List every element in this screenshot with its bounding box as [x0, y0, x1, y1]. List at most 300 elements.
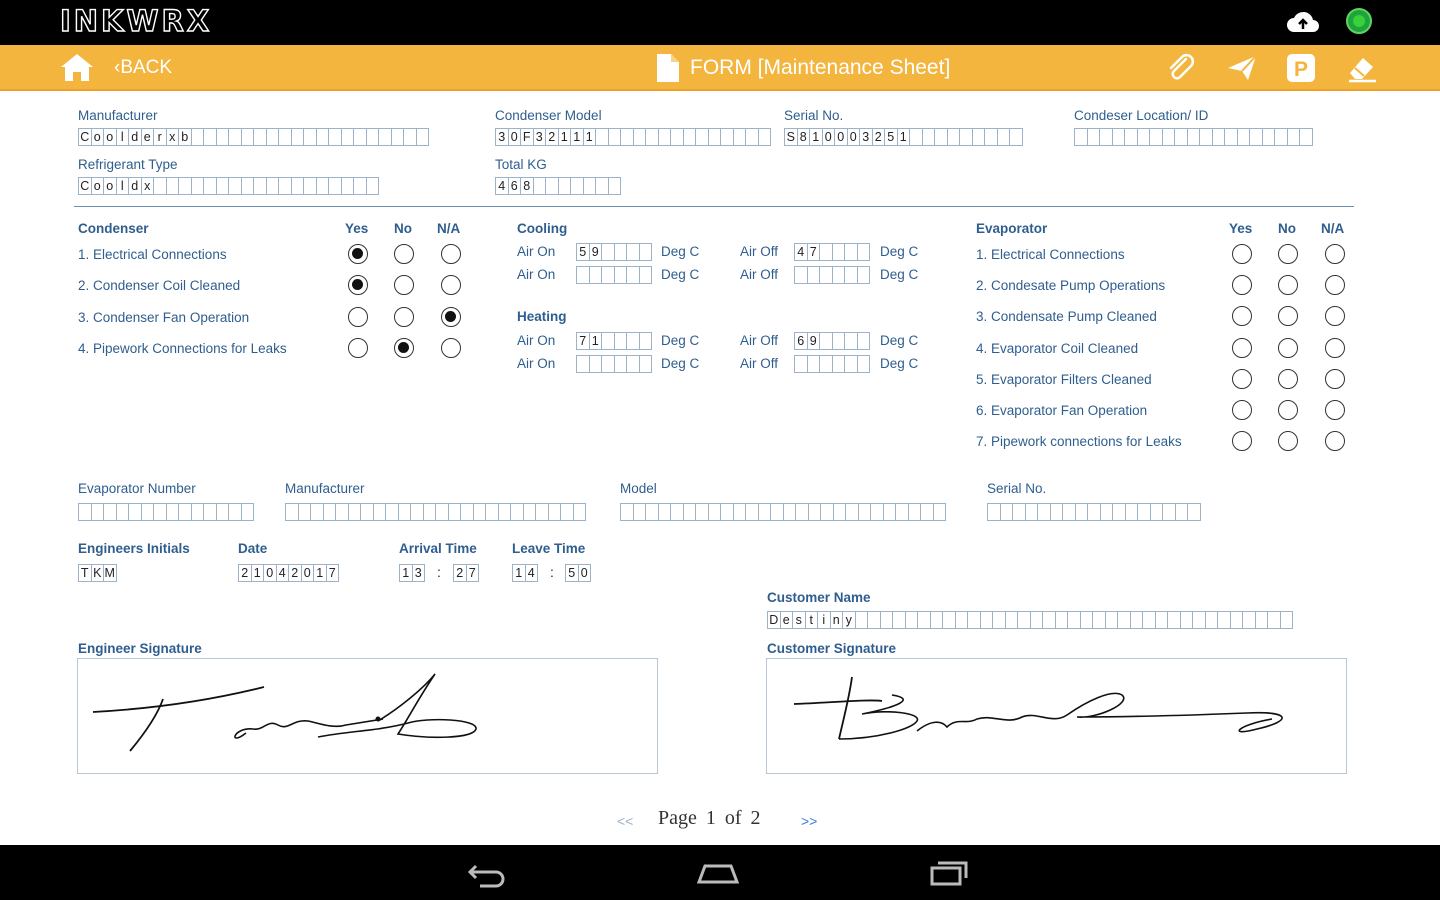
evaporator-model-char-box[interactable] [908, 503, 922, 521]
customer-name-char-box[interactable] [1167, 611, 1181, 629]
condenser-model-char-box[interactable] [620, 128, 634, 146]
customer-name-char-box[interactable]: s [792, 611, 806, 629]
refrigerant-type-char-box[interactable] [216, 177, 230, 195]
condenser-radio-no[interactable] [394, 338, 414, 358]
condenser-radio-na[interactable] [441, 307, 461, 327]
evaporator-number-char-box[interactable] [91, 503, 105, 521]
cooling-air-on-field-char-box[interactable] [601, 243, 615, 261]
cooling-air-on-field-char-box[interactable] [601, 266, 615, 284]
evaporator-model-char-box[interactable] [895, 503, 909, 521]
heating-air-on-field-char-box[interactable] [589, 355, 603, 373]
condenser-model-char-box[interactable]: 1 [583, 128, 597, 146]
cooling-air-off-field[interactable] [794, 266, 869, 284]
evaporator-model-char-box[interactable] [795, 503, 809, 521]
home-icon[interactable] [58, 51, 96, 88]
arrival-minutes-char-box[interactable]: 7 [466, 564, 480, 582]
refrigerant-type-char-box[interactable] [328, 177, 342, 195]
date-char-box[interactable]: 4 [276, 564, 290, 582]
refrigerant-type-char-box[interactable] [316, 177, 330, 195]
condenser-model-field[interactable] [495, 128, 770, 146]
condenser-radio-yes[interactable] [348, 307, 368, 327]
customer-name-char-box[interactable] [1267, 611, 1281, 629]
evaporator-manufacturer-char-box[interactable] [473, 503, 487, 521]
evaporator-model-char-box[interactable] [620, 503, 634, 521]
condenser-model-char-box[interactable] [608, 128, 622, 146]
evaporator-model-char-box[interactable] [645, 503, 659, 521]
engineer-initials-char-box[interactable]: T [78, 564, 92, 582]
condenser-location-char-box[interactable] [1174, 128, 1188, 146]
condenser-model-char-box[interactable]: 1 [558, 128, 572, 146]
heating-air-on-field-char-box[interactable] [639, 355, 653, 373]
manufacturer-char-box[interactable]: r [153, 128, 167, 146]
manufacturer-char-box[interactable] [403, 128, 417, 146]
manufacturer-field[interactable] [78, 128, 428, 146]
evaporator-manufacturer-char-box[interactable] [448, 503, 462, 521]
customer-name-char-box[interactable] [992, 611, 1006, 629]
evaporator-number-char-box[interactable] [78, 503, 92, 521]
evaporator-radio-no[interactable] [1278, 369, 1298, 389]
cooling-air-on-field[interactable] [576, 266, 651, 284]
date-char-box[interactable]: 2 [288, 564, 302, 582]
manufacturer-char-box[interactable] [241, 128, 255, 146]
condenser-location-char-box[interactable] [1074, 128, 1088, 146]
heating-air-off-field-char-box[interactable] [844, 332, 858, 350]
customer-name-char-box[interactable] [1105, 611, 1119, 629]
evaporator-manufacturer-char-box[interactable] [310, 503, 324, 521]
customer-name-char-box[interactable]: y [842, 611, 856, 629]
customer-name-char-box[interactable] [1255, 611, 1269, 629]
evaporator-radio-yes[interactable] [1232, 306, 1252, 326]
condenser-model-char-box[interactable] [708, 128, 722, 146]
serial-no-char-box[interactable]: 2 [872, 128, 886, 146]
refrigerant-type-char-box[interactable] [253, 177, 267, 195]
evaporator-model-char-box[interactable] [683, 503, 697, 521]
leave-hours-field[interactable] [512, 564, 537, 582]
date-field[interactable] [238, 564, 338, 582]
evaporator-serial-char-box[interactable] [1050, 503, 1064, 521]
customer-name-char-box[interactable] [967, 611, 981, 629]
customer-name-char-box[interactable] [980, 611, 994, 629]
customer-name-char-box[interactable] [1180, 611, 1194, 629]
evaporator-serial-char-box[interactable] [1100, 503, 1114, 521]
condenser-model-char-box[interactable] [733, 128, 747, 146]
customer-name-char-box[interactable] [1042, 611, 1056, 629]
manufacturer-char-box[interactable] [203, 128, 217, 146]
evaporator-radio-no[interactable] [1278, 338, 1298, 358]
cooling-air-off-field-char-box[interactable] [832, 243, 846, 261]
refrigerant-type-char-box[interactable] [166, 177, 180, 195]
customer-name-char-box[interactable] [1080, 611, 1094, 629]
evaporator-radio-yes[interactable] [1232, 275, 1252, 295]
next-page-button[interactable]: >> [801, 813, 818, 829]
condenser-model-char-box[interactable]: 1 [570, 128, 584, 146]
heating-air-off-field-char-box[interactable] [819, 332, 833, 350]
evaporator-serial-char-box[interactable] [1175, 503, 1189, 521]
customer-name-char-box[interactable] [1067, 611, 1081, 629]
manufacturer-char-box[interactable] [316, 128, 330, 146]
heating-air-off-field-char-box[interactable] [857, 355, 871, 373]
date-char-box[interactable]: 7 [326, 564, 340, 582]
refrigerant-type-char-box[interactable] [178, 177, 192, 195]
date-char-box[interactable]: 0 [263, 564, 277, 582]
condenser-location-char-box[interactable] [1249, 128, 1263, 146]
total-kg-char-box[interactable] [533, 177, 547, 195]
customer-name-char-box[interactable] [867, 611, 881, 629]
manufacturer-char-box[interactable]: o [91, 128, 105, 146]
cooling-air-on-field-char-box[interactable] [589, 266, 603, 284]
condenser-radio-yes[interactable] [348, 275, 368, 295]
manufacturer-char-box[interactable] [216, 128, 230, 146]
manufacturer-char-box[interactable] [328, 128, 342, 146]
condenser-location-char-box[interactable] [1137, 128, 1151, 146]
heating-air-off-field-char-box[interactable]: 9 [807, 332, 821, 350]
arrival-minutes-char-box[interactable]: 2 [453, 564, 467, 582]
refrigerant-type-char-box[interactable]: o [91, 177, 105, 195]
heating-air-on-field-char-box[interactable] [576, 355, 590, 373]
evaporator-manufacturer-char-box[interactable] [410, 503, 424, 521]
evaporator-serial-char-box[interactable] [1025, 503, 1039, 521]
serial-no-field[interactable] [784, 128, 1022, 146]
heating-air-off-field[interactable] [794, 332, 869, 350]
condenser-model-char-box[interactable] [658, 128, 672, 146]
customer-name-char-box[interactable] [1205, 611, 1219, 629]
refrigerant-type-char-box[interactable] [191, 177, 205, 195]
evaporator-number-char-box[interactable] [178, 503, 192, 521]
refrigerant-type-char-box[interactable] [341, 177, 355, 195]
cooling-air-off-field-char-box[interactable] [844, 266, 858, 284]
evaporator-model-char-box[interactable] [770, 503, 784, 521]
cooling-air-off-field-char-box[interactable] [819, 266, 833, 284]
condenser-location-char-box[interactable] [1287, 128, 1301, 146]
refrigerant-type-char-box[interactable] [153, 177, 167, 195]
refrigerant-type-char-box[interactable] [366, 177, 380, 195]
customer-name-char-box[interactable] [892, 611, 906, 629]
cooling-air-on-field-char-box[interactable] [614, 243, 628, 261]
condenser-model-char-box[interactable] [758, 128, 772, 146]
customer-name-char-box[interactable] [1280, 611, 1294, 629]
condenser-radio-na[interactable] [441, 244, 461, 264]
evaporator-number-char-box[interactable] [103, 503, 117, 521]
condenser-location-char-box[interactable] [1099, 128, 1113, 146]
customer-name-char-box[interactable] [855, 611, 869, 629]
cooling-air-off-field-char-box[interactable]: 4 [794, 243, 808, 261]
evaporator-radio-na[interactable] [1325, 400, 1345, 420]
serial-no-char-box[interactable] [922, 128, 936, 146]
evaporator-radio-no[interactable] [1278, 306, 1298, 326]
manufacturer-char-box[interactable] [378, 128, 392, 146]
evaporator-manufacturer-char-box[interactable] [548, 503, 562, 521]
cooling-air-off-field-char-box[interactable] [857, 243, 871, 261]
evaporator-number-char-box[interactable] [228, 503, 242, 521]
manufacturer-char-box[interactable] [416, 128, 430, 146]
leave-hours-char-box[interactable]: 4 [525, 564, 539, 582]
cooling-air-on-field-char-box[interactable] [639, 266, 653, 284]
heating-air-off-field-char-box[interactable] [844, 355, 858, 373]
evaporator-manufacturer-char-box[interactable] [498, 503, 512, 521]
customer-name-char-box[interactable] [1117, 611, 1131, 629]
heating-air-on-field[interactable] [576, 355, 651, 373]
heating-air-off-field-char-box[interactable] [807, 355, 821, 373]
manufacturer-char-box[interactable] [191, 128, 205, 146]
cooling-air-off-field-char-box[interactable] [807, 266, 821, 284]
leave-hours-char-box[interactable]: 1 [512, 564, 526, 582]
evaporator-radio-yes[interactable] [1232, 244, 1252, 264]
cooling-air-off-field-char-box[interactable] [832, 266, 846, 284]
total-kg-char-box[interactable] [608, 177, 622, 195]
paperclip-icon[interactable] [1166, 53, 1196, 88]
leave-minutes-char-box[interactable]: 0 [578, 564, 592, 582]
refrigerant-type-char-box[interactable] [291, 177, 305, 195]
evaporator-manufacturer-char-box[interactable] [523, 503, 537, 521]
condenser-model-char-box[interactable]: 3 [533, 128, 547, 146]
refrigerant-type-char-box[interactable] [303, 177, 317, 195]
customer-name-char-box[interactable]: D [767, 611, 781, 629]
heating-air-off-field-char-box[interactable] [832, 332, 846, 350]
evaporator-serial-char-box[interactable] [1000, 503, 1014, 521]
customer-name-field[interactable] [767, 611, 1292, 629]
date-char-box[interactable]: 1 [313, 564, 327, 582]
evaporator-model-char-box[interactable] [808, 503, 822, 521]
condenser-radio-yes[interactable] [348, 338, 368, 358]
recent-apps-icon[interactable] [928, 858, 972, 893]
heating-air-off-field-char-box[interactable] [832, 355, 846, 373]
evaporator-manufacturer-char-box[interactable] [485, 503, 499, 521]
heating-air-on-field-char-box[interactable] [626, 355, 640, 373]
manufacturer-char-box[interactable] [253, 128, 267, 146]
evaporator-radio-na[interactable] [1325, 306, 1345, 326]
engineer-initials-field[interactable] [78, 564, 116, 582]
refrigerant-type-char-box[interactable]: C [78, 177, 92, 195]
leave-minutes-field[interactable] [565, 564, 590, 582]
total-kg-char-box[interactable] [558, 177, 572, 195]
evaporator-manufacturer-char-box[interactable] [510, 503, 524, 521]
evaporator-serial-char-box[interactable] [987, 503, 1001, 521]
serial-no-char-box[interactable] [909, 128, 923, 146]
cooling-air-off-field-char-box[interactable] [857, 266, 871, 284]
cooling-air-off-field-char-box[interactable]: 7 [807, 243, 821, 261]
total-kg-char-box[interactable] [583, 177, 597, 195]
evaporator-manufacturer-char-box[interactable] [435, 503, 449, 521]
date-char-box[interactable]: 1 [251, 564, 265, 582]
evaporator-manufacturer-char-box[interactable] [335, 503, 349, 521]
condenser-location-char-box[interactable] [1274, 128, 1288, 146]
back-nav-icon[interactable] [466, 858, 508, 893]
condenser-location-char-box[interactable] [1162, 128, 1176, 146]
cooling-air-off-field-char-box[interactable] [819, 243, 833, 261]
serial-no-char-box[interactable]: 1 [897, 128, 911, 146]
evaporator-model-field[interactable] [620, 503, 945, 521]
evaporator-serial-field[interactable] [987, 503, 1200, 521]
manufacturer-char-box[interactable] [341, 128, 355, 146]
refrigerant-type-field[interactable] [78, 177, 378, 195]
evaporator-model-char-box[interactable] [883, 503, 897, 521]
evaporator-model-char-box[interactable] [733, 503, 747, 521]
condenser-radio-no[interactable] [394, 244, 414, 264]
eraser-icon[interactable] [1346, 53, 1378, 88]
serial-no-char-box[interactable] [997, 128, 1011, 146]
heating-air-on-field-char-box[interactable] [639, 332, 653, 350]
condenser-model-char-box[interactable] [645, 128, 659, 146]
condenser-location-char-box[interactable] [1299, 128, 1313, 146]
evaporator-model-char-box[interactable] [820, 503, 834, 521]
evaporator-model-char-box[interactable] [833, 503, 847, 521]
manufacturer-char-box[interactable]: l [116, 128, 130, 146]
condenser-location-char-box[interactable] [1087, 128, 1101, 146]
evaporator-model-char-box[interactable] [745, 503, 759, 521]
evaporator-manufacturer-char-box[interactable] [385, 503, 399, 521]
manufacturer-char-box[interactable]: x [166, 128, 180, 146]
heating-air-on-field-char-box[interactable] [626, 332, 640, 350]
evaporator-number-char-box[interactable] [216, 503, 230, 521]
evaporator-manufacturer-char-box[interactable] [423, 503, 437, 521]
arrival-hours-char-box[interactable]: 3 [412, 564, 426, 582]
cooling-air-on-field-char-box[interactable]: 9 [589, 243, 603, 261]
evaporator-serial-char-box[interactable] [1162, 503, 1176, 521]
heating-air-off-field-char-box[interactable]: 6 [794, 332, 808, 350]
customer-name-char-box[interactable] [1142, 611, 1156, 629]
serial-no-char-box[interactable] [972, 128, 986, 146]
refrigerant-type-char-box[interactable] [203, 177, 217, 195]
evaporator-radio-no[interactable] [1278, 244, 1298, 264]
evaporator-number-char-box[interactable] [166, 503, 180, 521]
condenser-location-char-box[interactable] [1212, 128, 1226, 146]
condenser-model-char-box[interactable] [745, 128, 759, 146]
manufacturer-char-box[interactable] [366, 128, 380, 146]
serial-no-char-box[interactable]: 0 [822, 128, 836, 146]
cooling-air-on-field-char-box[interactable] [626, 266, 640, 284]
arrival-minutes-field[interactable] [453, 564, 478, 582]
condenser-location-char-box[interactable] [1224, 128, 1238, 146]
condenser-model-char-box[interactable] [633, 128, 647, 146]
customer-name-char-box[interactable] [1155, 611, 1169, 629]
condenser-model-char-box[interactable] [595, 128, 609, 146]
evaporator-radio-yes[interactable] [1232, 431, 1252, 451]
evaporator-serial-char-box[interactable] [1087, 503, 1101, 521]
cooling-air-off-field[interactable] [794, 243, 869, 261]
evaporator-model-char-box[interactable] [783, 503, 797, 521]
evaporator-model-char-box[interactable] [658, 503, 672, 521]
evaporator-manufacturer-char-box[interactable] [348, 503, 362, 521]
condenser-radio-no[interactable] [394, 275, 414, 295]
heating-air-on-field[interactable] [576, 332, 651, 350]
evaporator-manufacturer-char-box[interactable] [398, 503, 412, 521]
evaporator-number-char-box[interactable] [203, 503, 217, 521]
customer-signature-pad[interactable] [766, 658, 1347, 774]
evaporator-manufacturer-char-box[interactable] [373, 503, 387, 521]
heating-air-off-field-char-box[interactable] [857, 332, 871, 350]
evaporator-model-char-box[interactable] [720, 503, 734, 521]
condenser-location-char-box[interactable] [1124, 128, 1138, 146]
evaporator-serial-char-box[interactable] [1150, 503, 1164, 521]
condenser-location-char-box[interactable] [1237, 128, 1251, 146]
refrigerant-type-char-box[interactable]: l [116, 177, 130, 195]
manufacturer-char-box[interactable] [278, 128, 292, 146]
serial-no-char-box[interactable] [934, 128, 948, 146]
evaporator-serial-char-box[interactable] [1075, 503, 1089, 521]
evaporator-model-char-box[interactable] [920, 503, 934, 521]
customer-name-char-box[interactable]: i [817, 611, 831, 629]
total-kg-char-box[interactable] [570, 177, 584, 195]
heating-air-off-field-char-box[interactable] [819, 355, 833, 373]
heating-air-off-field[interactable] [794, 355, 869, 373]
refrigerant-type-char-box[interactable]: x [141, 177, 155, 195]
refrigerant-type-char-box[interactable] [353, 177, 367, 195]
refrigerant-type-char-box[interactable]: d [128, 177, 142, 195]
manufacturer-char-box[interactable] [353, 128, 367, 146]
send-icon[interactable] [1226, 53, 1258, 88]
condenser-location-char-box[interactable] [1262, 128, 1276, 146]
evaporator-radio-na[interactable] [1325, 338, 1345, 358]
date-char-box[interactable]: 0 [301, 564, 315, 582]
date-char-box[interactable]: 2 [238, 564, 252, 582]
evaporator-manufacturer-char-box[interactable] [298, 503, 312, 521]
cooling-air-off-field-char-box[interactable] [844, 243, 858, 261]
heating-air-on-field-char-box[interactable] [614, 332, 628, 350]
evaporator-radio-no[interactable] [1278, 400, 1298, 420]
customer-name-char-box[interactable] [1092, 611, 1106, 629]
heating-air-on-field-char-box[interactable]: 1 [589, 332, 603, 350]
condenser-location-char-box[interactable] [1187, 128, 1201, 146]
evaporator-serial-char-box[interactable] [1112, 503, 1126, 521]
heating-air-on-field-char-box[interactable]: 7 [576, 332, 590, 350]
customer-name-char-box[interactable] [1230, 611, 1244, 629]
total-kg-field[interactable] [495, 177, 620, 195]
cloud-upload-icon[interactable] [1285, 8, 1321, 41]
evaporator-radio-na[interactable] [1325, 244, 1345, 264]
customer-name-char-box[interactable]: e [780, 611, 794, 629]
manufacturer-char-box[interactable] [266, 128, 280, 146]
heating-air-on-field-char-box[interactable] [601, 332, 615, 350]
manufacturer-char-box[interactable]: o [103, 128, 117, 146]
manufacturer-char-box[interactable] [228, 128, 242, 146]
manufacturer-char-box[interactable]: b [178, 128, 192, 146]
customer-name-char-box[interactable]: n [830, 611, 844, 629]
condenser-radio-no[interactable] [394, 307, 414, 327]
previous-page-button[interactable]: << [617, 813, 634, 829]
customer-name-char-box[interactable] [1217, 611, 1231, 629]
customer-name-char-box[interactable] [1242, 611, 1256, 629]
serial-no-char-box[interactable] [959, 128, 973, 146]
evaporator-model-char-box[interactable] [708, 503, 722, 521]
evaporator-number-char-box[interactable] [153, 503, 167, 521]
evaporator-model-char-box[interactable] [933, 503, 947, 521]
condenser-radio-na[interactable] [441, 338, 461, 358]
refrigerant-type-char-box[interactable] [266, 177, 280, 195]
customer-name-char-box[interactable] [1030, 611, 1044, 629]
arrival-hours-field[interactable] [399, 564, 424, 582]
engineer-signature-pad[interactable] [77, 658, 658, 774]
evaporator-serial-char-box[interactable] [1037, 503, 1051, 521]
cooling-air-off-field-char-box[interactable] [794, 266, 808, 284]
evaporator-manufacturer-char-box[interactable] [573, 503, 587, 521]
evaporator-number-char-box[interactable] [116, 503, 130, 521]
refrigerant-type-char-box[interactable]: o [103, 177, 117, 195]
evaporator-radio-yes[interactable] [1232, 338, 1252, 358]
condenser-model-char-box[interactable]: 2 [545, 128, 559, 146]
manufacturer-char-box[interactable] [291, 128, 305, 146]
condenser-model-char-box[interactable]: 0 [508, 128, 522, 146]
condenser-location-char-box[interactable] [1199, 128, 1213, 146]
back-button[interactable] [114, 57, 172, 79]
serial-no-char-box[interactable]: 8 [797, 128, 811, 146]
heating-air-on-field-char-box[interactable] [601, 355, 615, 373]
total-kg-char-box[interactable]: 8 [520, 177, 534, 195]
evaporator-model-char-box[interactable] [695, 503, 709, 521]
customer-name-char-box[interactable] [1005, 611, 1019, 629]
evaporator-manufacturer-field[interactable] [285, 503, 585, 521]
manufacturer-char-box[interactable]: d [128, 128, 142, 146]
evaporator-radio-no[interactable] [1278, 431, 1298, 451]
